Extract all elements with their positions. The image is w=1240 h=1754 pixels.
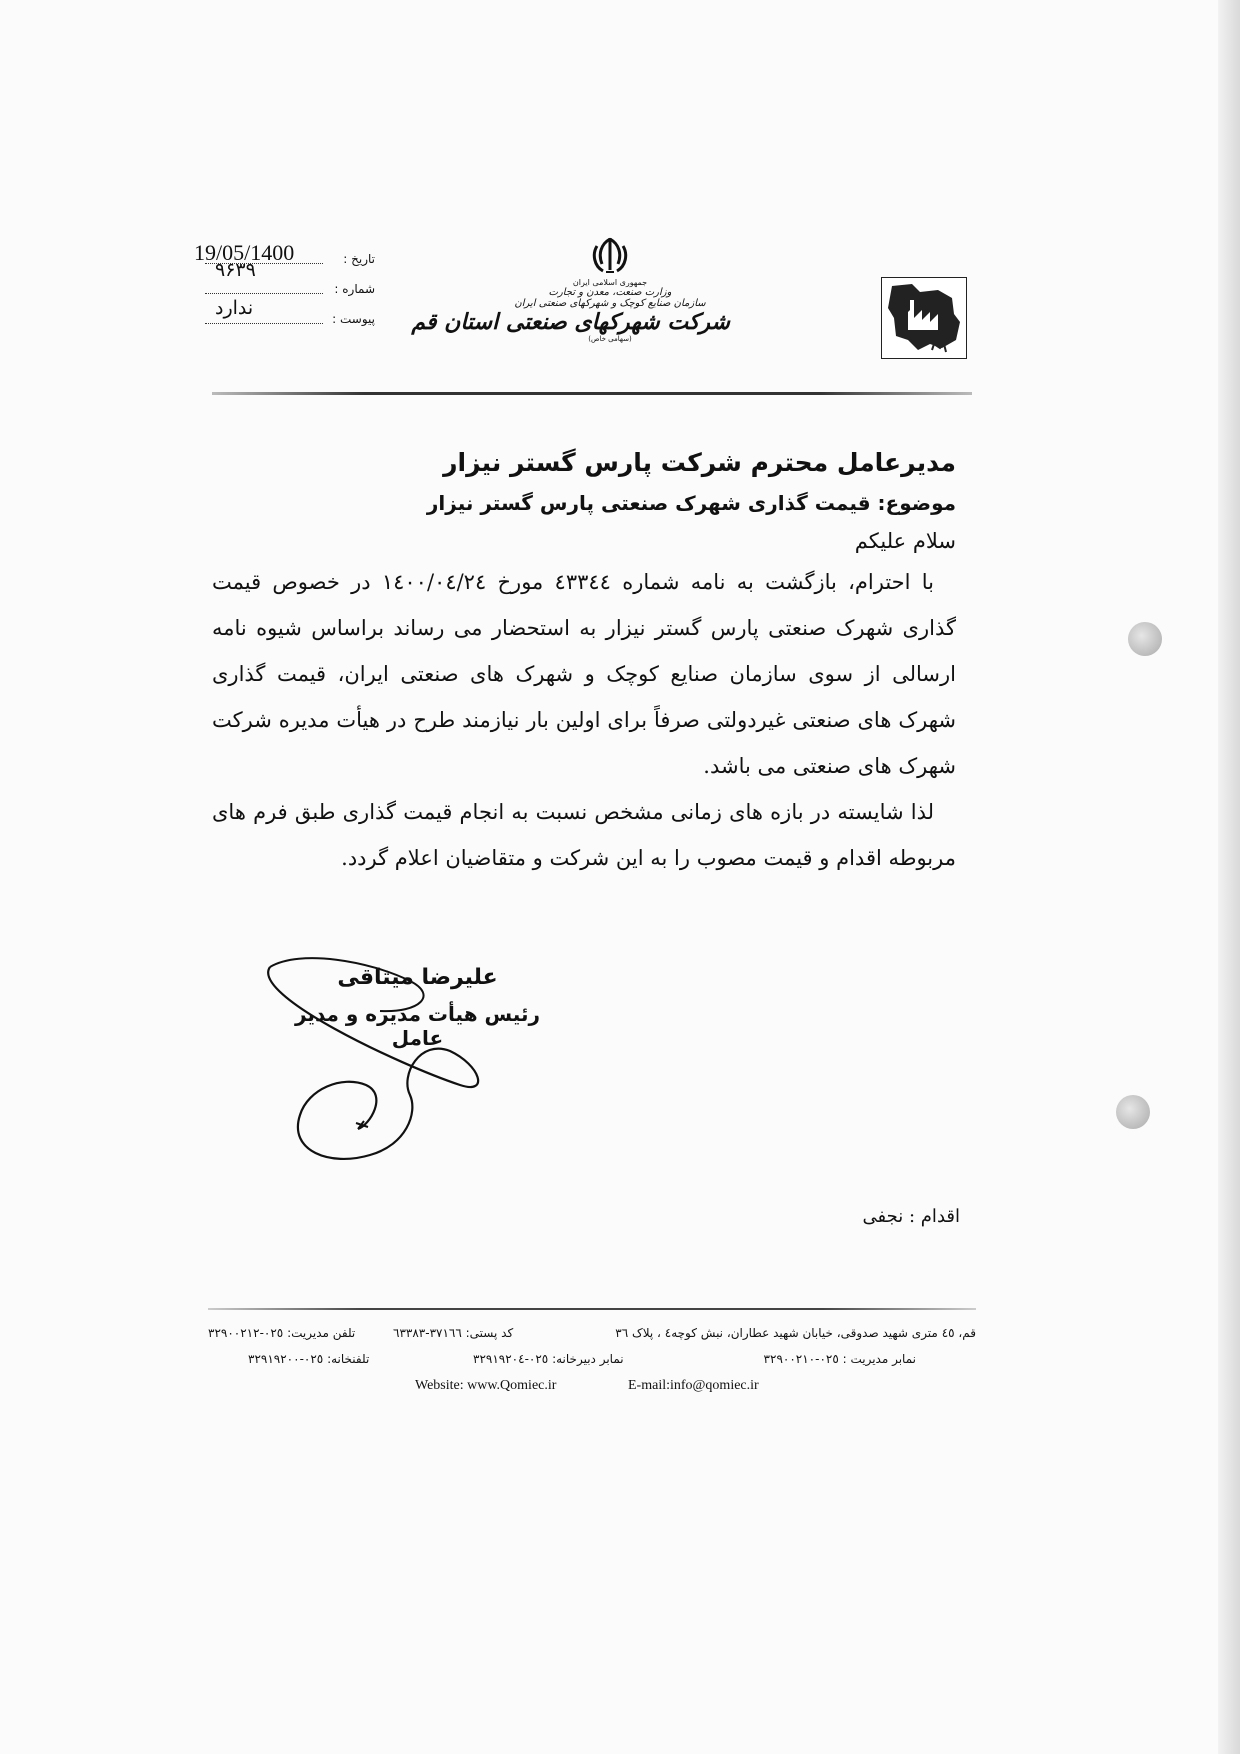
- footer-row-2: [208, 1352, 976, 1378]
- footer-row-3: [208, 1378, 976, 1404]
- signer-block: [280, 965, 555, 1050]
- letter-meta: [205, 240, 375, 330]
- footer-postal-code: کد پستی: ٣٧١٦٦-٦٣٣٨٣: [393, 1326, 514, 1340]
- letter-body: [212, 448, 956, 881]
- company-name: شرکت شهرکهای صنعتی استان قم: [411, 309, 730, 335]
- dotted-line: [205, 293, 323, 294]
- footer-email[interactable]: E-mail:info@qomiec.ir: [628, 1378, 759, 1393]
- footer-divider: [208, 1308, 976, 1310]
- industrial-map-icon: [882, 278, 966, 358]
- date-label: تاریخ :: [343, 252, 375, 266]
- punch-hole: [1128, 622, 1162, 656]
- recipient: مدیرعامل محترم شرکت پارس گستر نیزار: [443, 448, 956, 477]
- emblem-line-3: سازمان صنایع کوچک و شهرکهای صنعتی ایران: [514, 298, 706, 309]
- footer-switchboard: تلفنخانه: ٠٢٥-٣٢٩١٩٢٠٠: [248, 1352, 370, 1366]
- letterhead-emblem: [411, 236, 730, 386]
- paragraph-1: با احترام، بازگشت به نامه شماره ٤٣٣٤٤ مورخ ١٤٠٠/٠٤/٢٤ در خصوص قیمت گذاری شهرک صنعتی پارس گستر نیزار به استحضار می رساند براساس شیوه نامه ارسالی از سوی سازمان صنایع کوچک و شهرک های صنعتی ایران، قیمت گذاری شهرک های صنعتی غیردولتی صرفاً برای اولین بار نیازمند طرح در هیأت مدیره شرکت شهرک های صنعتی می باشد.: [212, 570, 956, 778]
- company-logo: [881, 277, 967, 359]
- date-value: 19/05/1400: [194, 240, 295, 265]
- footer-address: قم، ٤٥ متری شهید صدوقی، خیابان شهید عطاران، نبش کوچه٤ ، پلاک ٣٦: [615, 1326, 976, 1340]
- emblem-line-2: وزارت صنعت، معدن و تجارت: [548, 287, 672, 298]
- signer-title: رئیس هیأت مدیره و مدیر عامل: [295, 1002, 540, 1050]
- dotted-line: [205, 323, 323, 324]
- punch-hole: [1116, 1095, 1150, 1129]
- header-divider: [212, 392, 972, 395]
- page-edge-shadow: [1218, 0, 1240, 1754]
- emblem-line-1: جمهوری اسلامی ایران: [572, 278, 648, 287]
- subject-line: موضوع: قیمت گذاری شهرک صنعتی پارس گستر نیزار: [426, 491, 956, 515]
- emblem-line-5: (سهامی خاص): [588, 335, 632, 343]
- footer-row-1: [208, 1326, 976, 1352]
- iran-emblem-icon: [589, 236, 631, 276]
- attachment-label: پیوست :: [332, 312, 375, 326]
- footer-website[interactable]: Website: www.Qomiec.ir: [415, 1378, 557, 1393]
- action-note: اقدام : نجفی: [862, 1206, 960, 1227]
- greeting: سلام علیکم: [854, 529, 956, 553]
- number-row: [205, 260, 375, 300]
- attachment-row: [205, 300, 375, 330]
- footer-ceo-phone: تلفن مدیریت: ٠٢٥-٣٢٩٠٠٢١٢: [208, 1326, 356, 1340]
- footer-ceo-fax: نمابر مدیریت : ٠٢٥-٣٢٩٠٠٢١٠: [763, 1352, 916, 1366]
- footer-secretariat-fax: نمابر دبیرخانه: ٠٢٥-٣٢٩١٩٢٠٤: [473, 1352, 624, 1366]
- signer-name: علیرضا میثاقی: [337, 965, 498, 990]
- paragraph-2: لذا شایسته در بازه های زمانی مشخص نسبت به انجام قیمت گذاری طبق فرم های مربوطه اقدام و قیمت مصوب را به این شرکت و متقاضیان اعلام گردد.: [212, 800, 956, 870]
- number-value: ۹۶۳۹: [215, 260, 256, 281]
- number-label: شماره :: [334, 282, 375, 296]
- attachment-value: ندارد: [215, 298, 254, 319]
- letter-footer: [208, 1326, 976, 1404]
